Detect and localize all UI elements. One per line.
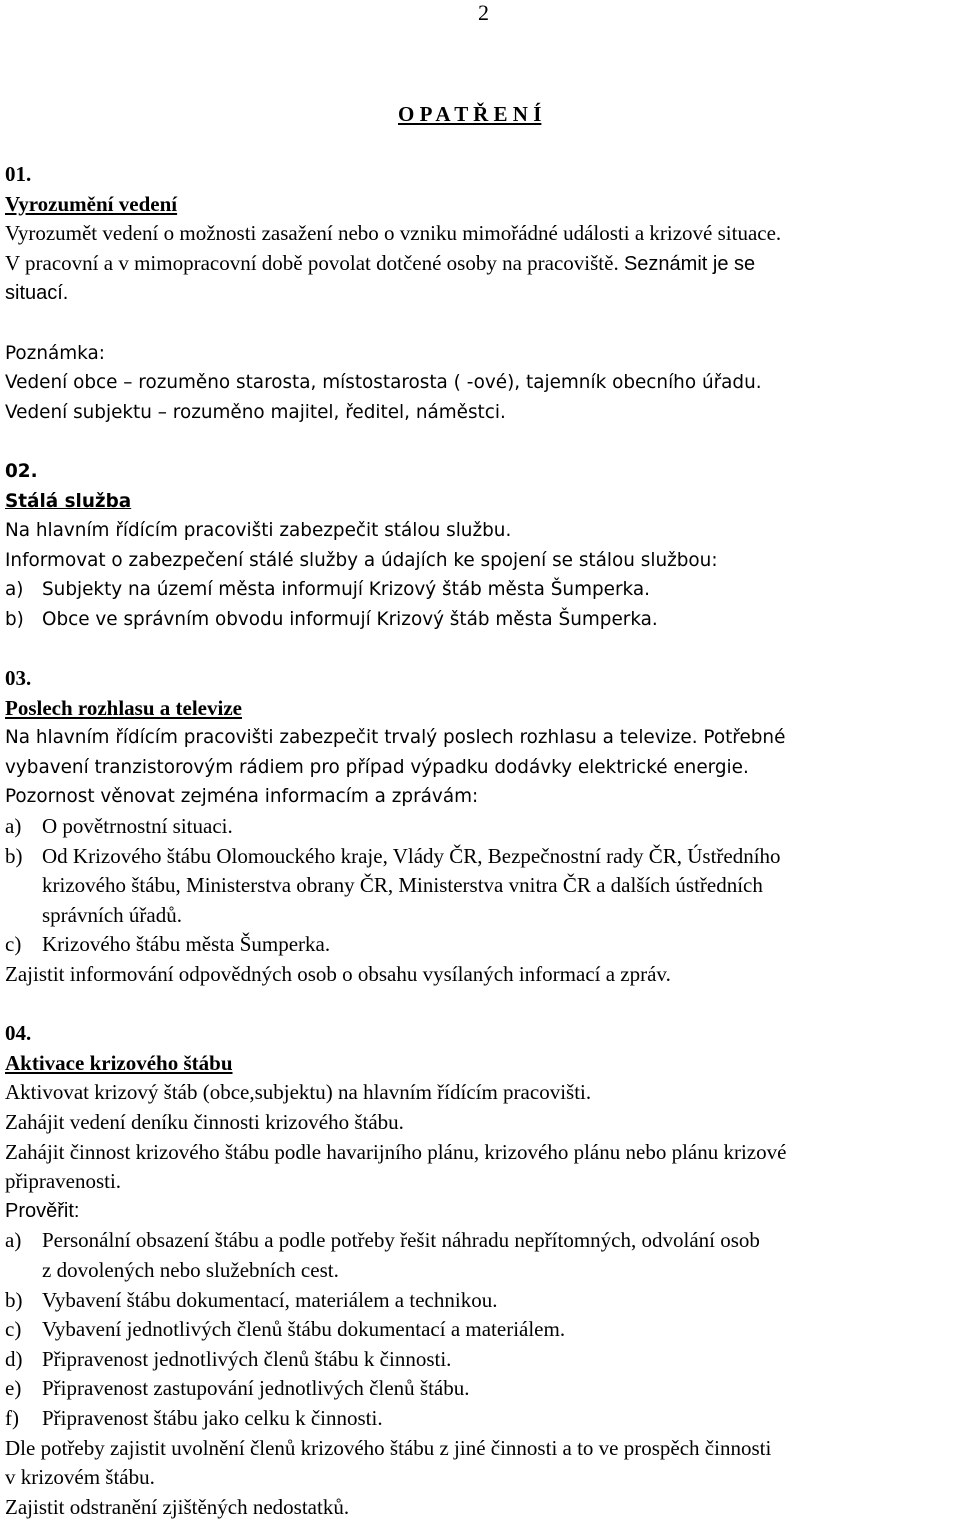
section-01-text: Seznámit je se	[623, 252, 756, 275]
section-04-paragraph: připravenosti.	[5, 1169, 122, 1194]
section-04-paragraph: Zajistit odstranění zjištěných nedostatků.	[5, 1494, 350, 1519]
list-item-text: Obce ve správním obvodu informují Krizový štáb města Šumperka.	[42, 608, 658, 630]
note-label: Poznámka:	[5, 342, 105, 364]
list-item-text: Subjekty na území města informují Krizový štáb města Šumperka.	[42, 579, 650, 601]
list-item-text: Připravenost štábu jako celku k činnosti.	[42, 1405, 383, 1430]
list-item-text: Vybavení štábu dokumentací, materiálem a technikou.	[42, 1287, 498, 1312]
list-item-line: Od Krizového štábu Olomouckého kraje, Vlády ČR, Bezpečnostní rady ČR, Ústředního	[42, 843, 781, 868]
list-item-text: Připravenost zastupování jednotlivých členů štábu.	[42, 1376, 470, 1401]
list-item	[5, 930, 960, 960]
list-item	[5, 1286, 960, 1316]
list-item-line: krizového štábu, Ministerstva obrany ČR, Ministerstva vnitra ČR a dalších ústředních	[42, 873, 763, 898]
list-item-text: Vybavení jednotlivých členů štábu dokumentací a materiálem.	[42, 1317, 566, 1342]
section-01-paragraph: situací.	[5, 282, 69, 305]
page-number: 2	[478, 0, 489, 25]
list-item-text: Krizového štábu města Šumperka.	[42, 932, 331, 957]
list-item	[5, 1315, 960, 1345]
list-item-text: Připravenost jednotlivých členů štábu k činnosti.	[42, 1346, 452, 1371]
section-02-number: 02.	[5, 460, 38, 482]
list-item-label: c)	[5, 932, 22, 957]
section-04-heading: Aktivace krizového štábu	[5, 1050, 233, 1075]
list-item-label: a)	[5, 814, 22, 839]
list-item	[5, 842, 960, 931]
list-item-label: a)	[5, 579, 24, 601]
section-01-text: V pracovní a v mimopracovní době povolat dotčené osoby na pracoviště.	[5, 250, 619, 275]
list-item-text	[42, 842, 960, 931]
section-03-paragraph: Na hlavním řídícím pracovišti zabezpečit trvalý poslech rozhlasu a televize. Potřebné	[5, 727, 786, 749]
section-01-paragraph: Vyrozumět vedení o možnosti zasažení nebo o vzniku mimořádné události a krizové situace.	[5, 221, 782, 246]
list-item	[5, 1374, 960, 1404]
section-03-paragraph: Zajistit informování odpovědných osob o obsahu vysílaných informací a zpráv.	[5, 962, 671, 987]
list-item-line: Personální obsazení štábu a podle potřeby řešit náhradu nepřítomných, odvolání osob	[42, 1228, 760, 1253]
section-01-paragraph-line	[5, 249, 960, 280]
list-item-label: a)	[5, 1228, 22, 1253]
section-01-heading: Vyrozumění vedení	[5, 191, 178, 216]
list-item-label: e)	[5, 1376, 22, 1401]
check-label: Prověřit:	[5, 1199, 80, 1222]
note-line: Vedení subjektu – rozuměno majitel, ředitel, náměstci.	[5, 401, 506, 423]
list-item	[5, 1345, 960, 1375]
section-03-paragraph: vybavení tranzistorovým rádiem pro případ výpadku dodávky elektrické energie.	[5, 756, 749, 778]
section-04-paragraph: Zahájit vedení deníku činnosti krizového štábu.	[5, 1110, 404, 1134]
list-item	[5, 1226, 960, 1285]
section-04-paragraph: Dle potřeby zajistit uvolnění členů krizového štábu z jiné činnosti a to ve prospěch činnosti	[5, 1435, 772, 1460]
section-01-number: 01.	[5, 162, 32, 186]
list-item-text	[42, 1226, 960, 1285]
note-line: Vedení obce – rozuměno starosta, místostarosta ( -ové), tajemník obecního úřadu.	[5, 372, 762, 394]
section-02-paragraph: Na hlavním řídícím pracovišti zabezpečit stálou službu.	[5, 520, 512, 542]
list-item-label: b)	[5, 1287, 23, 1312]
list-item-label: c)	[5, 1317, 22, 1342]
list-item-line: správních úřadů.	[42, 902, 182, 927]
list-item	[5, 575, 960, 605]
section-02-heading: Stálá služba	[5, 490, 132, 512]
section-04-paragraph: Aktivovat krizový štáb (obce,subjektu) na hlavním řídícím pracovišti.	[5, 1080, 592, 1105]
list-item-label: b)	[5, 843, 23, 868]
document-body	[5, 160, 960, 1522]
list-item	[5, 605, 960, 635]
section-02-paragraph: Informovat o zabezpečení stálé služby a údajích ke spojení se stálou službou:	[5, 549, 718, 571]
section-03-heading: Poslech rozhlasu a televize	[5, 695, 242, 720]
list-item-line: z dovolených nebo služebních cest.	[42, 1257, 339, 1282]
list-item-label: d)	[5, 1346, 23, 1371]
section-04-number: 04.	[5, 1021, 32, 1046]
section-03-number: 03.	[5, 666, 32, 691]
list-item-text: O povětrnostní situaci.	[42, 814, 233, 839]
section-04-paragraph: v krizovém štábu.	[5, 1465, 155, 1490]
list-item	[5, 812, 960, 842]
document-title: O P A T Ř E N Í	[398, 102, 542, 126]
section-03-paragraph: Pozornost věnovat zejména informacím a zprávám:	[5, 786, 479, 808]
list-item-label: f)	[5, 1405, 19, 1430]
list-item	[5, 1404, 960, 1434]
list-item-label: b)	[5, 608, 24, 630]
section-04-paragraph: Zahájit činnost krizového štábu podle havarijního plánu, krizového plánu nebo plánu krizové	[5, 1139, 787, 1164]
